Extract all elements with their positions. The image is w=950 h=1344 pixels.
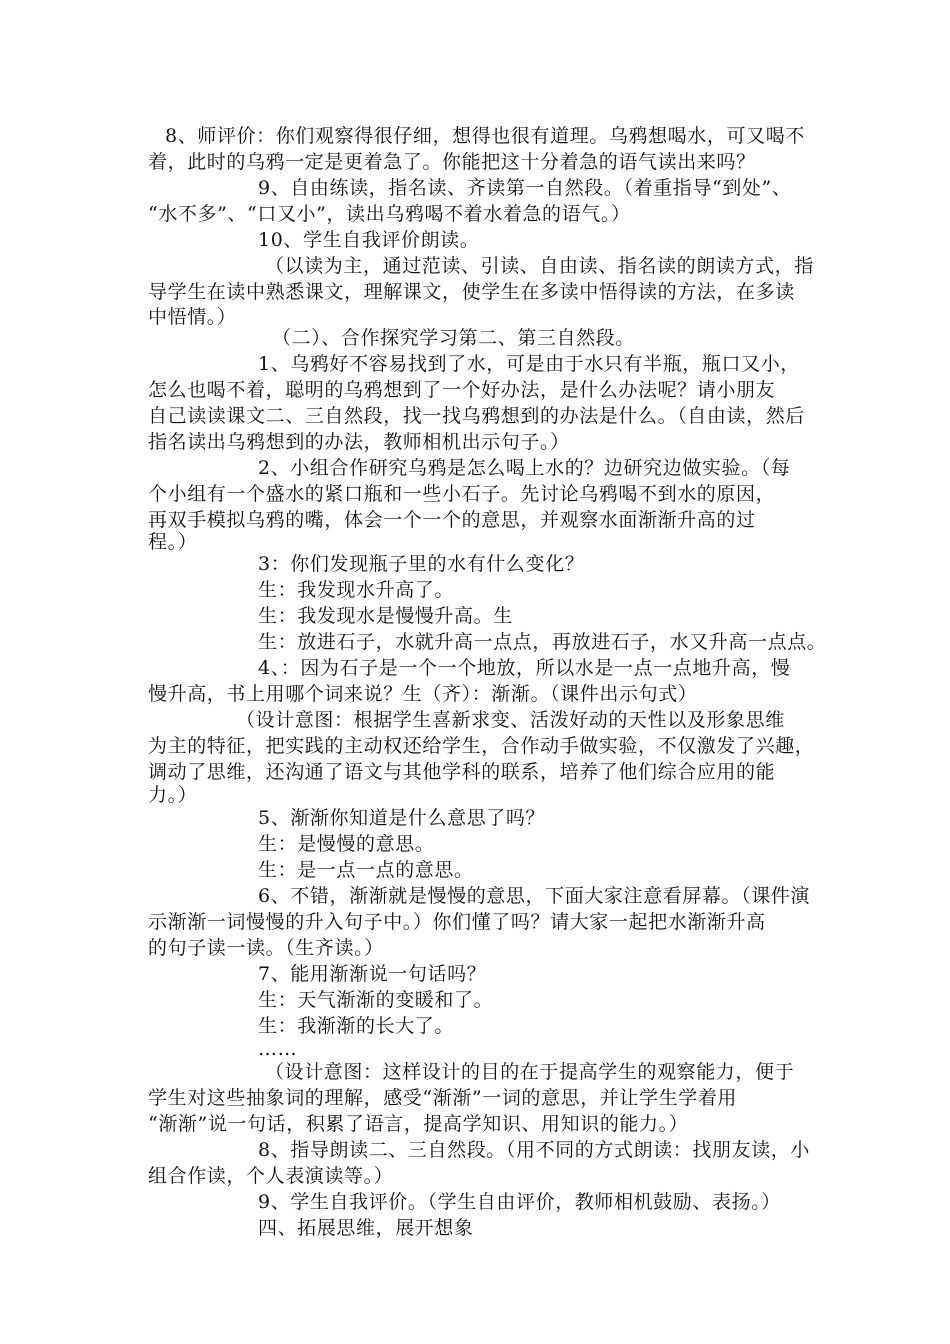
text-line: 8、指导朗读二、三自然段。（用不同的方式朗读：找朋友读，小: [258, 1139, 810, 1161]
text-line: 7、能用渐渐说一句话吗？: [258, 963, 487, 985]
text-line: 4、：因为石子是一个一个地放，所以水是一点一点地升高，慢: [258, 657, 791, 679]
text-line: 力。）: [148, 784, 198, 806]
text-line: （以读为主，通过范读、引读、自由读、指名读的朗读方式，指: [265, 255, 814, 277]
text-line: “水不多”、“口又小”，读出乌鸦喝不着水着急的语气。）: [148, 203, 631, 225]
text-line: 个小组有一个盛水的紧口瓶和一些小石子。先讨论乌鸦喝不到水的原因，: [148, 483, 776, 505]
text-line: 为主的特征，把实践的主动权还给学生，合作动手做实验，不仅激发了兴趣，: [148, 735, 815, 757]
text-line: 6、不错，渐渐就是慢慢的意思，下面大家注意看屏幕。（课件演: [258, 885, 810, 907]
text-line: 导学生在读中熟悉课文，理解课文，使学生在多读中悟得读的方法，在多读: [148, 281, 795, 303]
text-line: 组合作读，个人表演读等。）: [148, 1165, 394, 1187]
text-line: 生：放进石子，水就升高一点点，再放进石子，水又升高一点点。: [258, 631, 827, 653]
text-line: 程。）: [148, 531, 198, 553]
text-line: （设计意图：这样设计的目的在于提高学生的观察能力，便于: [265, 1061, 795, 1083]
section-heading: （二）、合作探究学习第二、第三自然段。: [272, 327, 635, 349]
text-line: 1、乌鸦好不容易找到了水，可是由于水只有半瓶，瓶口又小，: [258, 353, 800, 375]
text-line: 慢升高，书上用哪个词来说？生（齐）：渐渐。（课件出示句式）: [148, 683, 698, 705]
text-line: 生：我发现水升高了。: [258, 579, 455, 601]
text-line: 9、自由练读，指名读、齐读第一自然段。（着重指导“到处”、: [258, 177, 792, 199]
text-line: 2、小组合作研究乌鸦是怎么喝上水的？边研究边做实验。（每: [258, 457, 791, 479]
text-line: 学生对这些抽象词的理解，感受“渐渐”一词的意思，并让学生学着用: [148, 1087, 738, 1109]
text-line: 5、渐渐你知道是什么意思了吗？: [258, 807, 546, 829]
text-line: 生：我渐渐的长大了。: [258, 1015, 455, 1037]
text-line: 中悟情。）: [148, 306, 237, 328]
section-heading: 四、拓展思维，展开想象: [258, 1217, 474, 1239]
text-line: 着，此时的乌鸦一定是更着急了。你能把这十分着急的语气读出来吗？: [148, 151, 756, 173]
text-line: 生：天气渐渐的变暖和了。: [258, 989, 494, 1011]
text-line: 再双手模拟乌鸦的嘴，体会一个一个的意思，并观察水面渐渐升高的过: [148, 509, 756, 531]
text-line: “渐渐”说一句话，积累了语言，提高学知识、用知识的能力。）: [148, 1113, 689, 1135]
text-line: 生：我发现水是慢慢升高。生: [258, 605, 513, 627]
text-line: 怎么也喝不着，聪明的乌鸦想到了一个好办法，是什么办法呢？请小朋友: [148, 379, 776, 401]
text-line: 示渐渐一词慢慢的升入句子中。）你们懂了吗？请大家一起把水渐渐升高: [148, 911, 766, 933]
ellipsis-line: ……: [258, 1038, 298, 1060]
text-line: 生：是一点一点的意思。: [258, 859, 474, 881]
text-line: 的句子读一读。（生齐读。）: [148, 937, 384, 959]
text-line: （设计意图：根据学生喜新求变、活泼好动的天性以及形象思维: [236, 709, 785, 731]
text-line: 调动了思维，还沟通了语文与其他学科的联系，培养了他们综合应用的能: [148, 761, 776, 783]
text-line: 9、学生自我评价。（学生自由评价，教师相机鼓励、表扬。）: [258, 1191, 781, 1213]
text-line: 3：你们发现瓶子里的水有什么变化？: [258, 553, 585, 575]
text-line: 自己读读课文二、三自然段，找一找乌鸦想到的办法是什么。（自由读，然后: [148, 405, 805, 427]
text-line: 8、师评价：你们观察得很仔细，想得也很有道理。乌鸦想喝水，可又喝不: [165, 125, 805, 147]
text-line: 生：是慢慢的意思。: [258, 833, 435, 855]
text-line: 10、学生自我评价朗读。: [258, 229, 480, 251]
text-line: 指名读出乌鸦想到的办法，教师相机出示句子。）: [148, 431, 570, 453]
